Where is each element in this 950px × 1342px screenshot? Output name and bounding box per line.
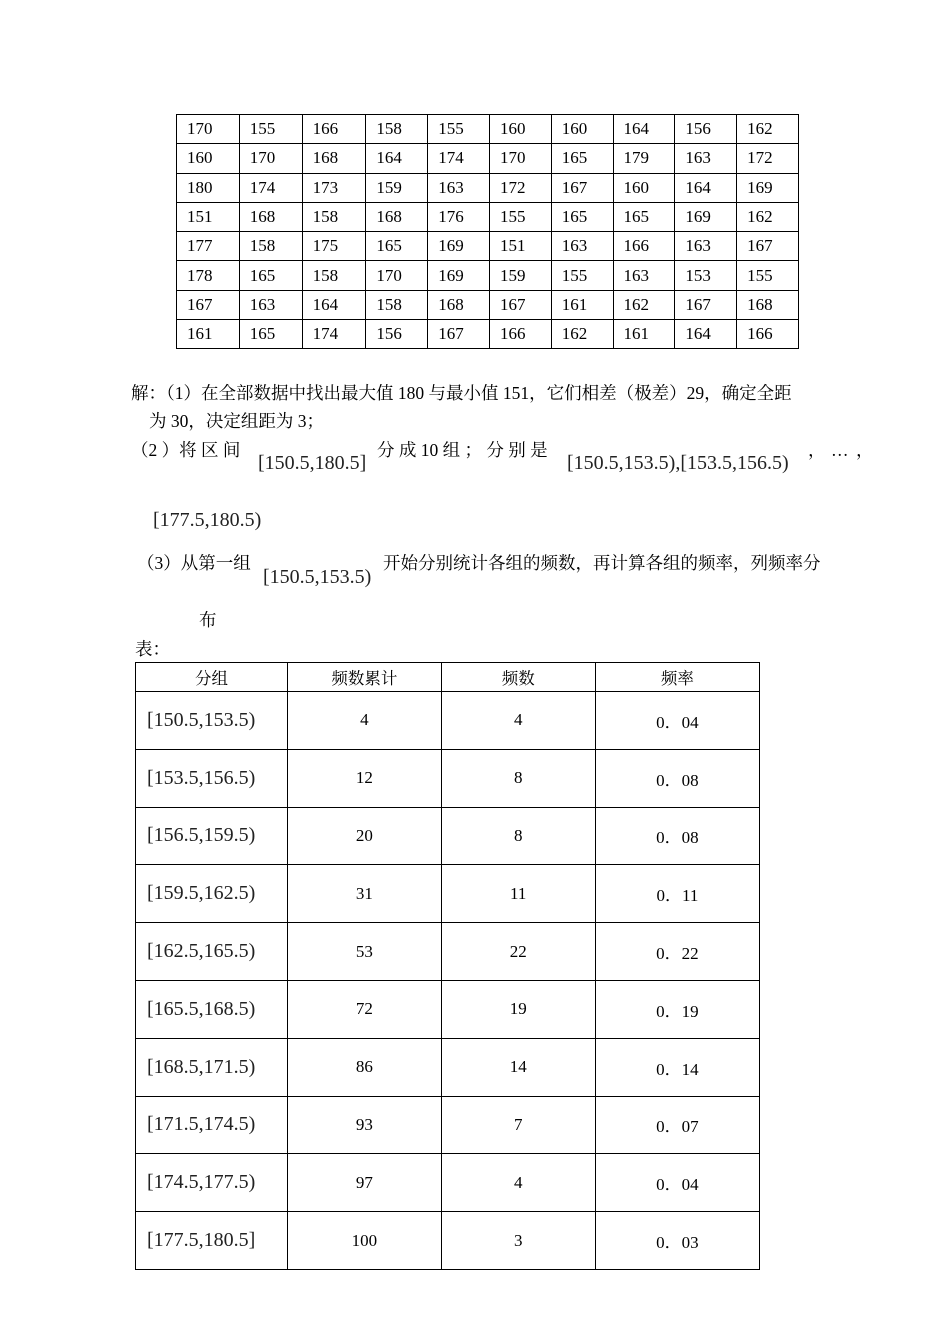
count-cell: 8 xyxy=(441,807,595,865)
raw-data-cell: 164 xyxy=(675,173,737,202)
raw-data-cell: 165 xyxy=(613,202,675,231)
raw-data-cell: 156 xyxy=(675,115,737,144)
header-cumulative: 频数累计 xyxy=(288,663,441,692)
raw-data-cell: 166 xyxy=(613,232,675,261)
raw-data-cell: 162 xyxy=(551,320,613,349)
raw-data-cell: 165 xyxy=(239,320,302,349)
frequency-row xyxy=(136,923,760,981)
frequency-table xyxy=(135,662,760,1270)
raw-data-cell: 167 xyxy=(428,320,490,349)
raw-data-cell: 170 xyxy=(366,261,428,290)
frequency-cell: 0．08 xyxy=(595,749,759,807)
raw-data-cell: 168 xyxy=(737,290,799,319)
raw-data-table xyxy=(176,114,799,349)
raw-data-row xyxy=(177,290,799,319)
raw-data-cell: 170 xyxy=(239,144,302,173)
raw-data-row xyxy=(177,173,799,202)
raw-data-cell: 162 xyxy=(737,115,799,144)
cumulative-cell: 93 xyxy=(288,1096,441,1154)
count-cell: 3 xyxy=(441,1212,595,1270)
raw-data-row xyxy=(177,115,799,144)
count-cell: 4 xyxy=(441,692,595,750)
cumulative-cell: 97 xyxy=(288,1154,441,1212)
step3-continuation-1: 布 xyxy=(199,610,217,630)
raw-data-cell: 158 xyxy=(366,115,428,144)
group-cell: [171.5,174.5) xyxy=(136,1096,288,1154)
group-cell: [177.5,180.5] xyxy=(136,1212,288,1270)
raw-data-row xyxy=(177,202,799,231)
raw-data-cell: 177 xyxy=(177,232,240,261)
frequency-header-row xyxy=(136,663,760,692)
raw-data-cell: 167 xyxy=(675,290,737,319)
raw-data-cell: 151 xyxy=(177,202,240,231)
group-cell: [174.5,177.5) xyxy=(136,1154,288,1212)
raw-data-cell: 172 xyxy=(489,173,551,202)
step2-ellipsis: … xyxy=(831,440,849,460)
raw-data-cell: 174 xyxy=(302,320,366,349)
raw-data-cell: 169 xyxy=(675,202,737,231)
raw-data-cell: 164 xyxy=(613,115,675,144)
frequency-row xyxy=(136,807,760,865)
raw-data-cell: 179 xyxy=(613,144,675,173)
raw-data-cell: 163 xyxy=(428,173,490,202)
raw-data-cell: 164 xyxy=(302,290,366,319)
raw-data-cell: 156 xyxy=(366,320,428,349)
raw-data-cell: 176 xyxy=(428,202,490,231)
cumulative-cell: 72 xyxy=(288,980,441,1038)
count-cell: 22 xyxy=(441,923,595,981)
raw-data-cell: 160 xyxy=(551,115,613,144)
count-cell: 11 xyxy=(441,865,595,923)
raw-data-cell: 165 xyxy=(239,261,302,290)
group-cell: [150.5,153.5) xyxy=(136,692,288,750)
frequency-cell: 0．11 xyxy=(595,865,759,923)
solution-line-2: 为 30，决定组距为 3； xyxy=(149,411,324,431)
raw-data-cell: 160 xyxy=(177,144,240,173)
frequency-cell: 0．08 xyxy=(595,807,759,865)
raw-data-cell: 161 xyxy=(177,320,240,349)
frequency-cell: 0．04 xyxy=(595,1154,759,1212)
raw-data-body xyxy=(177,115,799,349)
raw-data-cell: 155 xyxy=(489,202,551,231)
step2-comma: ， xyxy=(808,440,826,460)
raw-data-cell: 178 xyxy=(177,261,240,290)
step2-interval: [150.5,180.5] xyxy=(258,452,367,474)
frequency-cell: 0．04 xyxy=(595,692,759,750)
frequency-row xyxy=(136,1096,760,1154)
step3-interval: [150.5,153.5) xyxy=(263,566,372,588)
raw-data-cell: 158 xyxy=(366,290,428,319)
raw-data-cell: 160 xyxy=(613,173,675,202)
raw-data-cell: 161 xyxy=(551,290,613,319)
raw-data-row xyxy=(177,232,799,261)
raw-data-cell: 165 xyxy=(366,232,428,261)
raw-data-cell: 167 xyxy=(737,232,799,261)
step2-list: [150.5,153.5),[153.5,156.5) xyxy=(567,452,789,474)
raw-data-cell: 170 xyxy=(489,144,551,173)
raw-data-cell: 167 xyxy=(489,290,551,319)
group-cell: [162.5,165.5) xyxy=(136,923,288,981)
frequency-cell: 0．19 xyxy=(595,980,759,1038)
raw-data-cell: 159 xyxy=(366,173,428,202)
step2-middle: 分 成 10 组 ； 分 别 是 xyxy=(377,440,548,460)
raw-data-cell: 155 xyxy=(239,115,302,144)
group-cell: [156.5,159.5) xyxy=(136,807,288,865)
group-cell: [168.5,171.5) xyxy=(136,1038,288,1096)
cumulative-cell: 20 xyxy=(288,807,441,865)
count-cell: 19 xyxy=(441,980,595,1038)
raw-data-cell: 165 xyxy=(551,202,613,231)
frequency-row xyxy=(136,749,760,807)
raw-data-cell: 167 xyxy=(551,173,613,202)
raw-data-cell: 163 xyxy=(551,232,613,261)
raw-data-cell: 164 xyxy=(366,144,428,173)
raw-data-cell: 166 xyxy=(489,320,551,349)
raw-data-cell: 180 xyxy=(177,173,240,202)
count-cell: 8 xyxy=(441,749,595,807)
header-group: 分组 xyxy=(136,663,288,692)
step3-prefix: （3）从第一组 xyxy=(137,553,251,573)
count-cell: 14 xyxy=(441,1038,595,1096)
raw-data-cell: 163 xyxy=(613,261,675,290)
raw-data-cell: 158 xyxy=(302,261,366,290)
raw-data-cell: 153 xyxy=(675,261,737,290)
frequency-cell: 0．14 xyxy=(595,1038,759,1096)
count-cell: 4 xyxy=(441,1154,595,1212)
raw-data-cell: 168 xyxy=(239,202,302,231)
frequency-body xyxy=(136,692,760,1270)
raw-data-cell: 174 xyxy=(239,173,302,202)
header-count: 频数 xyxy=(441,663,595,692)
raw-data-cell: 167 xyxy=(177,290,240,319)
step2-prefix: （2 ）将 区 间 xyxy=(131,440,241,460)
raw-data-cell: 169 xyxy=(428,261,490,290)
raw-data-cell: 168 xyxy=(302,144,366,173)
cumulative-cell: 12 xyxy=(288,749,441,807)
step2-comma-2: ， xyxy=(856,440,874,460)
step2-last-interval: [177.5,180.5) xyxy=(153,509,262,531)
raw-data-cell: 172 xyxy=(737,144,799,173)
frequency-row xyxy=(136,1038,760,1096)
header-frequency: 频率 xyxy=(595,663,759,692)
raw-data-cell: 155 xyxy=(428,115,490,144)
group-cell: [165.5,168.5) xyxy=(136,980,288,1038)
cumulative-cell: 86 xyxy=(288,1038,441,1096)
raw-data-cell: 162 xyxy=(613,290,675,319)
raw-data-cell: 151 xyxy=(489,232,551,261)
raw-data-cell: 174 xyxy=(428,144,490,173)
raw-data-cell: 162 xyxy=(737,202,799,231)
raw-data-cell: 169 xyxy=(737,173,799,202)
frequency-cell: 0．03 xyxy=(595,1212,759,1270)
raw-data-cell: 163 xyxy=(239,290,302,319)
raw-data-cell: 166 xyxy=(737,320,799,349)
group-cell: [153.5,156.5) xyxy=(136,749,288,807)
raw-data-cell: 164 xyxy=(675,320,737,349)
raw-data-cell: 168 xyxy=(428,290,490,319)
raw-data-cell: 160 xyxy=(489,115,551,144)
frequency-row xyxy=(136,1212,760,1270)
raw-data-cell: 158 xyxy=(302,202,366,231)
frequency-row xyxy=(136,980,760,1038)
raw-data-cell: 163 xyxy=(675,232,737,261)
step3-text: 开始分别统计各组的频数，再计算各组的频率，列频率分 xyxy=(383,553,821,573)
raw-data-cell: 163 xyxy=(675,144,737,173)
raw-data-cell: 173 xyxy=(302,173,366,202)
raw-data-cell: 155 xyxy=(551,261,613,290)
cumulative-cell: 53 xyxy=(288,923,441,981)
raw-data-cell: 165 xyxy=(551,144,613,173)
raw-data-row xyxy=(177,320,799,349)
raw-data-cell: 169 xyxy=(428,232,490,261)
group-cell: [159.5,162.5) xyxy=(136,865,288,923)
raw-data-cell: 158 xyxy=(239,232,302,261)
raw-data-row xyxy=(177,144,799,173)
frequency-row xyxy=(136,865,760,923)
raw-data-row xyxy=(177,261,799,290)
raw-data-cell: 166 xyxy=(302,115,366,144)
cumulative-cell: 4 xyxy=(288,692,441,750)
cumulative-cell: 100 xyxy=(288,1212,441,1270)
cumulative-cell: 31 xyxy=(288,865,441,923)
raw-data-cell: 159 xyxy=(489,261,551,290)
raw-data-cell: 155 xyxy=(737,261,799,290)
raw-data-cell: 161 xyxy=(613,320,675,349)
count-cell: 7 xyxy=(441,1096,595,1154)
frequency-row xyxy=(136,692,760,750)
frequency-cell: 0．22 xyxy=(595,923,759,981)
frequency-row xyxy=(136,1154,760,1212)
raw-data-cell: 170 xyxy=(177,115,240,144)
raw-data-cell: 168 xyxy=(366,202,428,231)
step3-continuation-2: 表： xyxy=(135,639,170,659)
frequency-cell: 0．07 xyxy=(595,1096,759,1154)
raw-data-cell: 175 xyxy=(302,232,366,261)
solution-line-1: 解：（1）在全部数据中找出最大值 180 与最小值 151，它们相差（极差）29，确定全距 xyxy=(131,383,792,403)
